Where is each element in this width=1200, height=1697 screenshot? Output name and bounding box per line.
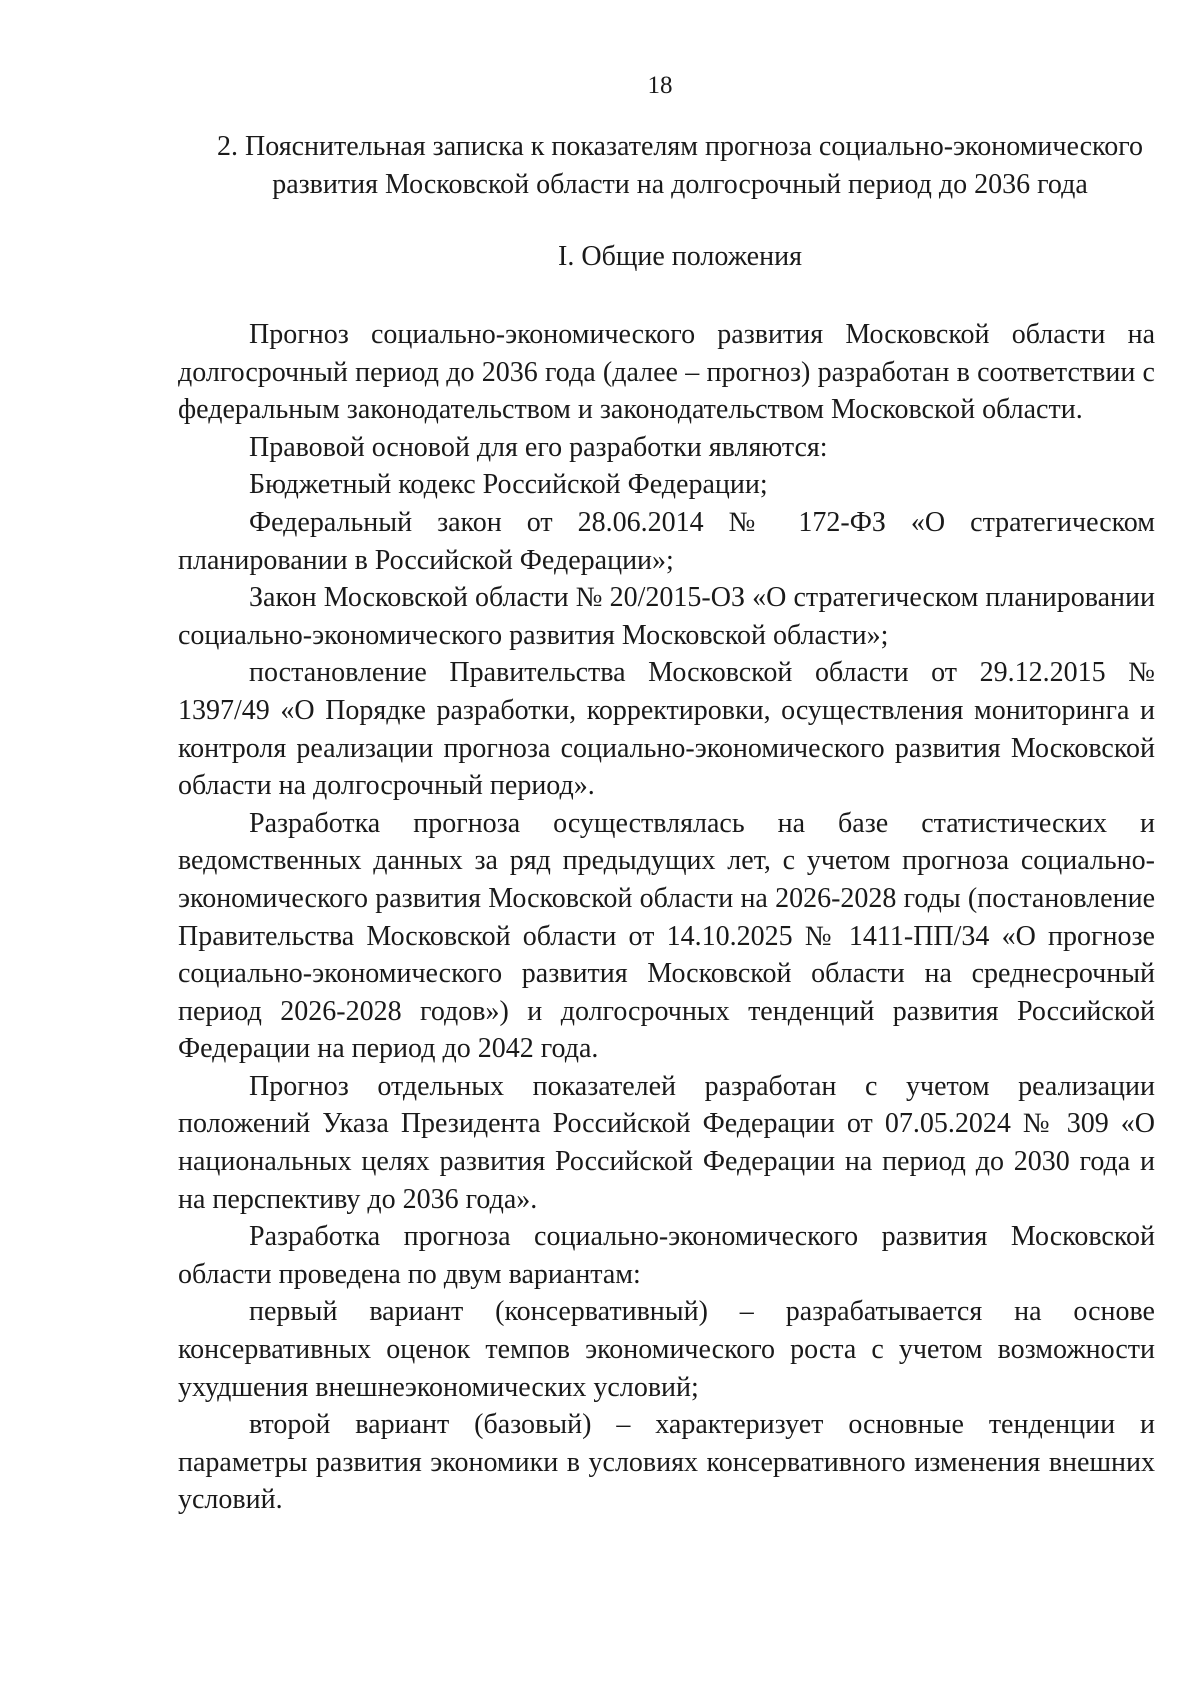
body-text [178, 316, 1155, 1519]
paragraph: Разработка прогноза осуществлялась на базе статистических и ведомственных данных за ряд предыдущих лет, с учетом прогноза социально-экономического развития Московской области на 2026-2028 годы (постановление Правительства Московской области от 14.10.2025 № 1411-ПП/34 «О прогнозе социально-экономического развития Московской области на среднесрочный период 2026-2028 годов») и долгосрочных тенденций развития Российской Федерации на период до 2042 года. [178, 807, 1155, 1065]
paragraph: Прогноз отдельных показателей разработан с учетом реализации положений Указа Президента Российской Федерации от 07.05.2024 № 309 «О национальных целях развития Российской Федерации на период до 2030 года и на перспективу до 2036 года». [178, 1070, 1155, 1215]
document-title-line-1: 2. Пояснительная записка к показателям прогноза социально-экономического [217, 131, 1143, 162]
page-number: 18 [647, 72, 673, 99]
section-title: I. Общие положения [558, 241, 802, 272]
paragraph: Правовой основой для его разработки являются: [249, 431, 828, 463]
paragraph: первый вариант (консервативный) – разрабатывается на основе консервативных оценок темпов экономического роста с учетом возможности ухудшения внешнеэкономических условий; [178, 1296, 1155, 1403]
paragraph: постановление Правительства Московской области от 29.12.2015 № 1397/49 «О Порядке разработки, корректировки, осуществления мониторинга и контроля реализации прогноза социально-экономического развития Московской области на долгосрочный период». [178, 657, 1155, 802]
paragraph: Бюджетный кодекс Российской Федерации; [249, 469, 768, 501]
document-title-line-2: развития Московской области на долгосрочный период до 2036 года [272, 169, 1088, 200]
paragraph: Федеральный закон от 28.06.2014 № 172-ФЗ «О стратегическом планировании в Российской Федерации»; [178, 506, 1155, 576]
paragraph: Разработка прогноза социально-экономического развития Московской области проведена по двум вариантам: [178, 1221, 1155, 1290]
paragraph: Закон Московской области № 20/2015-ОЗ «О стратегическом планировании социально-экономического развития Московской области»; [178, 582, 1155, 651]
document-title [180, 128, 1180, 204]
paragraph: второй вариант (базовый) – характеризует основные тенденции и параметры развития экономики в условиях консервативного изменения внешних условий. [178, 1409, 1155, 1516]
paragraph: Прогноз социально-экономического развития Московской области на долгосрочный период до 2036 года (далее – прогноз) разработан в соответствии с федеральным законодательством и законодательством Московской области. [178, 319, 1155, 426]
